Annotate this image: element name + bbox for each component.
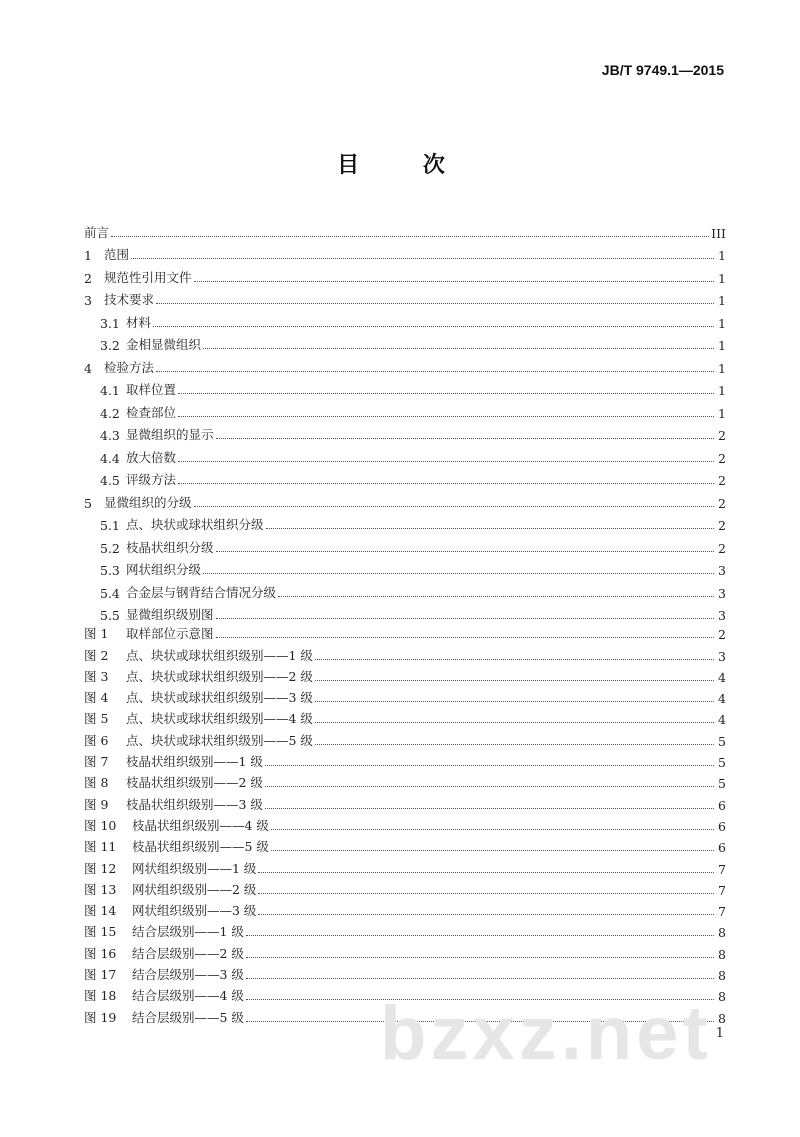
toc-entry-number: 图 16	[84, 945, 117, 961]
toc-entry-page: 1	[718, 293, 726, 308]
dot-leader	[203, 572, 714, 574]
dot-leader	[178, 415, 714, 417]
toc-entry-page: 6	[718, 797, 726, 813]
toc-entry-page: 8	[718, 1010, 726, 1026]
toc-entry-number: 4	[84, 360, 92, 376]
toc-entry-page: 1	[718, 315, 726, 331]
toc-entry-label: 规范性引用文件	[104, 269, 192, 285]
toc-entry-number: 4.2	[100, 405, 120, 421]
toc-entry[interactable]	[84, 218, 726, 241]
toc-entry[interactable]	[84, 749, 726, 770]
toc-entry[interactable]	[84, 706, 726, 727]
toc-entry-number: 图 8	[84, 775, 109, 791]
toc-entry-label: 结合层级别——5 级	[132, 1009, 244, 1025]
toc-entry-page: 3	[718, 585, 726, 601]
dot-leader	[156, 370, 714, 372]
page-number: 1	[715, 1026, 724, 1041]
toc-entry-page: 2	[718, 627, 726, 643]
toc-entry-label: 点、块状或球状组织级别——4 级	[126, 711, 313, 727]
toc-entry-label: 显微组织级别图	[126, 607, 214, 622]
toc-entry-label: 枝晶状组织级别——1 级	[126, 754, 263, 770]
dot-leader	[178, 392, 714, 394]
toc-entry-number: 图 4	[84, 690, 109, 706]
toc-entry-label: 范围	[104, 247, 130, 262]
toc-entry-label: 结合层级别——3 级	[132, 967, 244, 983]
toc-entry-label: 结合层级别——1 级	[132, 924, 244, 940]
dot-leader	[266, 527, 714, 529]
toc-entry[interactable]	[84, 898, 726, 919]
toc-entry-label: 点、块状或球状组织级别——5 级	[126, 732, 313, 748]
toc-entry-number: 5.3	[100, 563, 120, 578]
page-title: 目 次	[337, 152, 473, 178]
dot-leader	[315, 700, 714, 702]
toc-entry-label: 显微组织的显示	[126, 427, 214, 442]
toc-entry[interactable]	[84, 398, 726, 421]
toc-entry-page: 3	[718, 563, 726, 578]
toc-entry-label: 合金层与钢背结合情况分级	[126, 584, 277, 600]
dot-leader	[246, 977, 714, 979]
toc-entry-number: 图 15	[84, 924, 117, 940]
toc-entry-number: 3.2	[100, 338, 120, 353]
toc-entry[interactable]	[84, 308, 726, 331]
dot-leader	[315, 721, 714, 723]
toc-entry[interactable]	[84, 813, 726, 834]
toc-entry-page: 5	[718, 755, 726, 771]
toc-entry-label: 前言	[84, 224, 110, 240]
toc-entry[interactable]	[84, 443, 726, 466]
toc-entry-number: 图 11	[84, 839, 117, 855]
dot-leader	[265, 785, 714, 787]
dot-leader	[203, 347, 714, 349]
toc-entry-label: 显微组织的分级	[104, 494, 192, 510]
toc-entry-page: 5	[718, 733, 726, 749]
toc-entry-page: 3	[718, 608, 726, 623]
toc-entry-number: 图 18	[84, 988, 117, 1004]
dot-leader	[315, 658, 714, 660]
toc-entry[interactable]	[84, 578, 726, 601]
toc-entry-label: 枝晶状组织级别——3 级	[126, 796, 263, 812]
dot-leader	[153, 325, 714, 327]
toc-entry-number: 图 3	[84, 668, 109, 684]
toc-entry-page: 2	[718, 450, 726, 466]
toc-entry-number: 2	[84, 270, 92, 286]
dot-leader	[265, 807, 714, 809]
toc-entry-page: 3	[718, 648, 726, 664]
toc-entry-number: 1	[84, 248, 92, 263]
dot-leader	[258, 892, 714, 894]
dot-leader	[178, 482, 714, 484]
toc-entry-page: 8	[718, 989, 726, 1005]
toc-entry[interactable]	[84, 770, 726, 791]
toc-entry[interactable]	[84, 877, 726, 898]
toc-entry-label: 点、块状或球状组织级别——2 级	[126, 668, 313, 684]
dot-leader	[178, 460, 714, 462]
toc-entry[interactable]	[84, 962, 726, 983]
toc-entry-page: 1	[718, 248, 726, 263]
toc-entry-label: 枝晶状组织级别——4 级	[132, 817, 269, 833]
toc-entry[interactable]	[84, 834, 726, 855]
toc-entry-label: 枝晶状组织级别——2 级	[126, 775, 263, 791]
toc-entry-label: 网状组织分级	[126, 562, 202, 577]
dot-leader	[271, 828, 714, 830]
toc-entry-page: 1	[718, 270, 726, 286]
toc-entry[interactable]	[84, 791, 726, 812]
toc-entry-number: 图 12	[84, 860, 117, 876]
toc-entry-number: 5.5	[100, 608, 120, 623]
dot-leader	[216, 550, 714, 552]
toc-entry[interactable]	[84, 488, 726, 511]
watermark: bzxz.net	[380, 991, 712, 1076]
toc-entry-label: 检验方法	[104, 359, 155, 375]
toc-entry-label: 取样位置	[126, 382, 177, 397]
toc-entry-page: 7	[718, 904, 726, 920]
dot-leader	[315, 679, 714, 681]
toc-entry-page: 2	[718, 518, 726, 533]
toc-entry-page: 5	[718, 776, 726, 792]
toc-entry-number: 图 13	[84, 881, 117, 897]
toc-entry[interactable]	[84, 241, 726, 264]
toc-entry[interactable]	[84, 727, 726, 748]
toc-entry-label: 网状组织级别——2 级	[132, 881, 257, 897]
dot-leader	[216, 636, 714, 638]
toc-entry-number: 5.4	[100, 585, 120, 601]
dot-leader	[156, 302, 714, 304]
dot-leader	[258, 871, 714, 873]
toc-entry-number: 4.4	[100, 450, 120, 466]
toc-entry-page: 2	[718, 495, 726, 511]
toc-entry-label: 结合层级别——2 级	[132, 945, 244, 961]
toc-entry-number: 图 9	[84, 796, 109, 812]
toc-entry-label: 技术要求	[104, 292, 155, 307]
toc-entry-page: 1	[718, 338, 726, 353]
toc-entry-label: 检查部位	[126, 404, 177, 420]
toc-entry[interactable]	[84, 376, 726, 399]
toc-entry-page: 6	[718, 818, 726, 834]
toc-entry-number: 图 5	[84, 711, 109, 727]
toc-entry-page: 6	[718, 840, 726, 856]
toc-entry[interactable]	[84, 685, 726, 706]
toc-entry[interactable]	[84, 331, 726, 354]
toc-entry-label: 放大倍数	[126, 449, 177, 465]
toc-entry-label: 点、块状或球状组织级别——1 级	[126, 647, 313, 663]
toc-entry-label: 网状组织级别——3 级	[132, 903, 257, 919]
toc-entry-page: 1	[718, 360, 726, 376]
toc-entry-number: 图 6	[84, 732, 109, 748]
toc-entry-page: 1	[718, 383, 726, 398]
dot-leader	[246, 934, 714, 936]
toc-entry-label: 金相显微组织	[126, 337, 202, 352]
toc-entry[interactable]	[84, 466, 726, 489]
toc-entry-page: III	[711, 225, 726, 241]
toc-entry[interactable]	[84, 353, 726, 376]
toc-entry-page: 7	[718, 882, 726, 898]
toc-entry-label: 点、块状或球状组织分级	[126, 517, 264, 532]
toc-entry[interactable]	[84, 556, 726, 579]
toc-entry[interactable]	[84, 601, 726, 624]
toc-entry[interactable]	[84, 286, 726, 309]
toc-entry-label: 点、块状或球状组织级别——3 级	[126, 690, 313, 706]
toc-entry-number: 图 7	[84, 754, 109, 770]
toc-entry-label: 取样部位示意图	[126, 626, 214, 642]
toc-entry-page: 2	[718, 428, 726, 443]
toc-entry-number: 图 2	[84, 647, 109, 663]
toc-entry-label: 结合层级别——4 级	[132, 988, 244, 1004]
toc-entry-page: 4	[718, 691, 726, 707]
toc-entry-label: 评级方法	[126, 472, 177, 487]
toc-entry-number: 4.3	[100, 428, 120, 443]
toc-entry-label: 网状组织级别——1 级	[132, 860, 257, 876]
dot-leader	[216, 437, 714, 439]
toc-entry-number: 5.2	[100, 540, 120, 556]
toc-entry-label: 枝晶状组织级别——5 级	[132, 839, 269, 855]
toc-entry-label: 材料	[126, 314, 152, 330]
toc-entry[interactable]	[84, 642, 726, 663]
toc-entry-number: 图 1	[84, 626, 109, 642]
dot-leader	[216, 617, 714, 619]
standard-number: JB/T 9749.1—2015	[601, 62, 724, 78]
toc-entry-number: 图 17	[84, 967, 117, 983]
dot-leader	[258, 913, 714, 915]
toc-entry-number: 3	[84, 293, 92, 308]
toc-entry[interactable]	[84, 940, 726, 961]
toc-entry[interactable]	[84, 263, 726, 286]
dot-leader	[194, 280, 714, 282]
toc-entry[interactable]	[84, 919, 726, 940]
toc-entry-number: 4.1	[100, 383, 120, 398]
toc-entry-page: 8	[718, 968, 726, 984]
dot-leader	[246, 956, 714, 958]
toc-entry[interactable]	[84, 621, 726, 642]
toc-figures	[84, 621, 726, 1026]
toc-entry-number: 5	[84, 495, 92, 511]
toc-entry-page: 8	[718, 925, 726, 941]
toc-entry-page: 4	[718, 669, 726, 685]
dot-leader	[131, 257, 714, 259]
toc-entry[interactable]	[84, 533, 726, 556]
toc-entry-page: 8	[718, 946, 726, 962]
toc-entry[interactable]	[84, 855, 726, 876]
dot-leader	[271, 849, 714, 851]
dot-leader	[265, 764, 714, 766]
toc-entry-page: 2	[718, 473, 726, 488]
toc-entry-number: 图 19	[84, 1009, 117, 1025]
toc-entry-number: 图 10	[84, 817, 117, 833]
toc-entry-page: 1	[718, 405, 726, 421]
toc-entry-label: 枝晶状组织分级	[126, 539, 214, 555]
toc-sections	[84, 218, 726, 623]
toc-entry-number: 3.1	[100, 315, 120, 331]
toc-entry-page: 4	[718, 712, 726, 728]
toc-entry-page: 2	[718, 540, 726, 556]
toc-entry[interactable]	[84, 664, 726, 685]
toc-entry-number: 4.5	[100, 473, 120, 488]
dot-leader	[194, 505, 714, 507]
dot-leader	[111, 235, 709, 237]
dot-leader	[278, 595, 714, 597]
toc-entry[interactable]	[84, 421, 726, 444]
toc-entry-number: 图 14	[84, 903, 117, 919]
dot-leader	[315, 743, 714, 745]
toc-entry-number: 5.1	[100, 518, 120, 533]
toc-entry-page: 7	[718, 861, 726, 877]
toc-entry[interactable]	[84, 511, 726, 534]
